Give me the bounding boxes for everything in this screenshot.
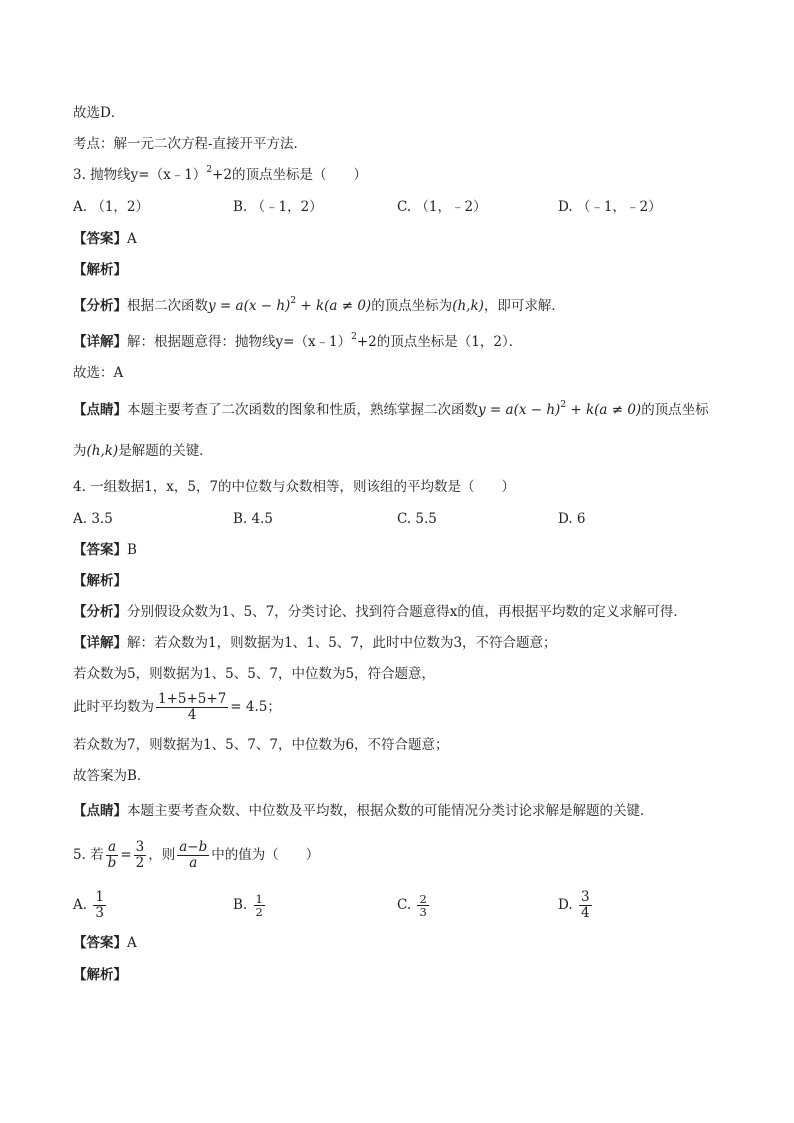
q4-xiangjie: 【详解】解：若众数为1，则数据为1、1、5、7，此时中位数为3，不符合题意； [73, 635, 557, 651]
q3-answer: 【答案】A [73, 231, 137, 247]
q3-option-d: D. （﹣1，﹣2） [558, 199, 662, 215]
formula: $y = a(x - h)^2 + k(a \ne 0)$ [478, 400, 642, 418]
q3-stem: 3. 抛物线y=（x﹣1）$^2$+2的顶点坐标是（ ） [73, 165, 367, 183]
q4-case-5: 若众数为5，则数据为1、5、5、7，中位数为5，符合题意， [73, 666, 436, 682]
q5-stem: 5. 若 $\frac{a}{b}$ = $\frac{3}{2}$ ，则 $\frac{a-b}{a}$ 中的值为（ ） [73, 839, 320, 871]
formula: $y = a(x - h)^2 + k(a \ne 0)$ [208, 296, 372, 314]
fraction: $\frac{a-b}{a}$ [179, 839, 208, 871]
q3-option-a: A. （1，2） [73, 199, 150, 215]
q4-jiexi: 【解析】 [73, 573, 127, 589]
q3-option-c: C. （1，﹣2） [397, 199, 487, 215]
q5-option-d: D. $\frac{3}{4}$ [558, 889, 590, 921]
fraction: $\frac{3}{2}$ [135, 839, 145, 871]
q3-option-b: B. （﹣1，2） [233, 199, 323, 215]
fraction: $\frac{1+5+5+7}{4}$ [158, 691, 227, 723]
q5-answer: 【答案】A [73, 935, 137, 951]
q4-stem: 4. 一组数据1，x，5，7的中位数与众数相等，则该组的平均数是（ ） [73, 479, 516, 495]
q4-dianjing: 【点睛】本题主要考查众数、中位数及平均数，根据众数的可能情况分类讨论求解是解题的关键． [73, 803, 654, 819]
q5-option-c: C. $\frac{2}{3}$ [397, 892, 427, 919]
q4-option-b: B. 4.5 [233, 511, 273, 527]
line-kaodian: 考点：解一元二次方程-直接开平方法． [73, 136, 308, 152]
q5-option-a: A. $\frac{1}{3}$ [73, 889, 104, 921]
q5-option-b: B. $\frac{1}{2}$ [233, 892, 263, 919]
q3-guxuan: 故选：A [73, 365, 124, 381]
q4-case-7: 若众数为7，则数据为1、5、7、7，中位数为6，不符合题意； [73, 737, 449, 753]
q3-dianjing-cont: 为(h,k)是解题的关键． [73, 443, 213, 459]
q3-jiexi: 【解析】 [73, 262, 127, 278]
q4-option-a: A. 3.5 [73, 511, 113, 527]
q3-dianjing: 【点睛】本题主要考查了二次函数的图象和性质，熟练掌握二次函数$y = a(x - h)^2 + k(a \ne 0)$的顶点坐标 [73, 400, 709, 418]
q4-fenxi: 【分析】分别假设众数为1、5、7，分类讨论、找到符合题意得x的值，再根据平均数的定义求解可得． [73, 604, 687, 620]
line-choose-d: 故选D． [73, 105, 125, 121]
q4-average: 此时平均数为 $\frac{1+5+5+7}{4}$ = 4.5； [73, 691, 281, 723]
q4-answer: 【答案】B [73, 542, 137, 558]
q5-jiexi: 【解析】 [73, 967, 127, 983]
q4-option-c: C. 5.5 [397, 511, 437, 527]
q3-fenxi: 【分析】根据二次函数$y = a(x - h)^2 + k(a \ne 0)$的顶点坐标为(h,k)，即可求解． [73, 296, 565, 314]
fraction: $\frac{a}{b}$ [107, 839, 117, 871]
q4-option-d: D. 6 [558, 511, 586, 527]
q4-conclusion: 故答案为B． [73, 768, 151, 784]
q3-xiangjie: 【详解】解：根据题意得：抛物线y=（x﹣1）$^2$+2的顶点坐标是（1，2）． [73, 332, 523, 350]
